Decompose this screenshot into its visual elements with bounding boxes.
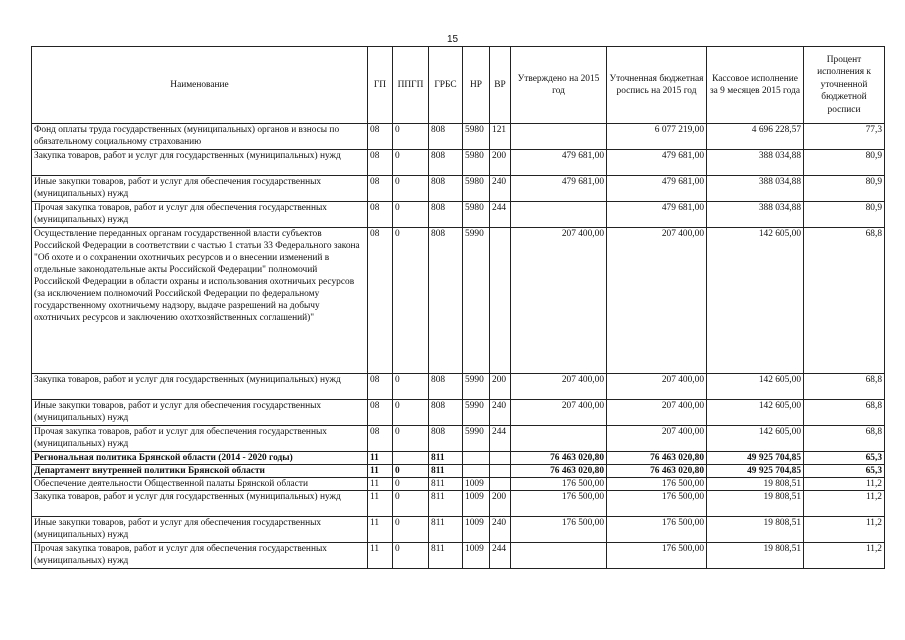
cell-ppgp: 0 xyxy=(393,202,429,228)
cell-ppgp: 0 xyxy=(393,150,429,176)
cell-refined: 176 500,00 xyxy=(607,517,707,543)
cell-vr: 200 xyxy=(490,150,511,176)
cell-vr: 240 xyxy=(490,517,511,543)
cell-cash: 388 034,88 xyxy=(707,202,804,228)
cell-approved: 76 463 020,80 xyxy=(511,465,607,478)
cell-approved xyxy=(511,543,607,569)
cell-nr xyxy=(463,465,490,478)
cell-cash: 49 925 704,85 xyxy=(707,465,804,478)
cell-ppgp: 0 xyxy=(393,543,429,569)
cell-cash: 19 808,51 xyxy=(707,517,804,543)
cell-cash: 142 605,00 xyxy=(707,400,804,426)
cell-nr: 5990 xyxy=(463,228,490,374)
cell-ppgp: 0 xyxy=(393,478,429,491)
cell-cash: 388 034,88 xyxy=(707,150,804,176)
cell-refined: 207 400,00 xyxy=(607,426,707,452)
cell-ppgp: 0 xyxy=(393,517,429,543)
cell-grbs: 808 xyxy=(429,228,463,374)
header-nr: НР xyxy=(463,47,490,124)
cell-percent: 80,9 xyxy=(804,202,885,228)
header-name: Наименование xyxy=(32,47,368,124)
cell-ppgp: 0 xyxy=(393,124,429,150)
cell-percent: 68,8 xyxy=(804,228,885,374)
cell-refined: 176 500,00 xyxy=(607,491,707,517)
cell-refined: 207 400,00 xyxy=(607,400,707,426)
cell-percent: 11,2 xyxy=(804,517,885,543)
cell-cash: 4 696 228,57 xyxy=(707,124,804,150)
cell-name: Закупка товаров, работ и услуг для государственных (муниципальных) нужд xyxy=(32,150,368,176)
cell-ppgp: 0 xyxy=(393,400,429,426)
cell-approved: 207 400,00 xyxy=(511,228,607,374)
cell-name: Прочая закупка товаров, работ и услуг для обеспечения государственных (муниципальных) нужд xyxy=(32,426,368,452)
cell-grbs: 811 xyxy=(429,452,463,465)
cell-nr: 1009 xyxy=(463,478,490,491)
cell-vr xyxy=(490,452,511,465)
cell-nr: 1009 xyxy=(463,517,490,543)
cell-cash: 142 605,00 xyxy=(707,228,804,374)
cell-grbs: 811 xyxy=(429,478,463,491)
cell-vr xyxy=(490,465,511,478)
cell-nr: 1009 xyxy=(463,491,490,517)
cell-percent: 11,2 xyxy=(804,478,885,491)
cell-cash: 142 605,00 xyxy=(707,374,804,400)
header-ppgp: ППГП xyxy=(393,47,429,124)
cell-cash: 388 034,88 xyxy=(707,176,804,202)
cell-name: Закупка товаров, работ и услуг для государственных (муниципальных) нужд xyxy=(32,374,368,400)
cell-grbs: 808 xyxy=(429,150,463,176)
cell-approved: 176 500,00 xyxy=(511,478,607,491)
cell-nr: 5980 xyxy=(463,124,490,150)
cell-percent: 77,3 xyxy=(804,124,885,150)
cell-refined: 207 400,00 xyxy=(607,228,707,374)
table-row xyxy=(32,517,885,543)
header-refined: Уточненная бюджетная роспись на 2015 год xyxy=(607,47,707,124)
cell-percent: 68,8 xyxy=(804,426,885,452)
cell-percent: 80,9 xyxy=(804,150,885,176)
header-grbs: ГРБС xyxy=(429,47,463,124)
cell-approved xyxy=(511,202,607,228)
cell-gp: 11 xyxy=(368,452,393,465)
cell-grbs: 811 xyxy=(429,491,463,517)
header-vr: ВР xyxy=(490,47,511,124)
cell-gp: 11 xyxy=(368,478,393,491)
cell-approved: 76 463 020,80 xyxy=(511,452,607,465)
table-row xyxy=(32,150,885,176)
cell-vr xyxy=(490,228,511,374)
cell-vr: 244 xyxy=(490,543,511,569)
cell-name: Закупка товаров, работ и услуг для государственных (муниципальных) нужд xyxy=(32,491,368,517)
cell-gp: 08 xyxy=(368,124,393,150)
cell-approved xyxy=(511,124,607,150)
cell-approved: 479 681,00 xyxy=(511,176,607,202)
cell-percent: 65,3 xyxy=(804,465,885,478)
cell-ppgp: 0 xyxy=(393,228,429,374)
cell-ppgp: 0 xyxy=(393,374,429,400)
cell-name: Иные закупки товаров, работ и услуг для обеспечения государственных (муниципальных) нужд xyxy=(32,517,368,543)
cell-nr: 1009 xyxy=(463,543,490,569)
cell-vr: 240 xyxy=(490,400,511,426)
header-percent: Процент исполнения к уточненной бюджетной росписи xyxy=(804,47,885,124)
header-gp: ГП xyxy=(368,47,393,124)
cell-vr: 121 xyxy=(490,124,511,150)
cell-percent: 11,2 xyxy=(804,543,885,569)
table-row xyxy=(32,543,885,569)
cell-vr: 244 xyxy=(490,426,511,452)
cell-refined: 76 463 020,80 xyxy=(607,465,707,478)
cell-grbs: 811 xyxy=(429,517,463,543)
cell-name: Департамент внутренней политики Брянской области xyxy=(32,465,368,478)
table-row xyxy=(32,202,885,228)
cell-nr: 5990 xyxy=(463,426,490,452)
cell-vr: 240 xyxy=(490,176,511,202)
cell-grbs: 808 xyxy=(429,124,463,150)
cell-refined: 176 500,00 xyxy=(607,478,707,491)
cell-approved: 176 500,00 xyxy=(511,517,607,543)
cell-grbs: 811 xyxy=(429,465,463,478)
cell-name: Прочая закупка товаров, работ и услуг для обеспечения государственных (муниципальных) нужд xyxy=(32,543,368,569)
cell-name: Прочая закупка товаров, работ и услуг для обеспечения государственных (муниципальных) нужд xyxy=(32,202,368,228)
cell-refined: 76 463 020,80 xyxy=(607,452,707,465)
cell-approved: 479 681,00 xyxy=(511,150,607,176)
cell-refined: 479 681,00 xyxy=(607,176,707,202)
cell-gp: 08 xyxy=(368,400,393,426)
cell-gp: 08 xyxy=(368,176,393,202)
cell-grbs: 808 xyxy=(429,176,463,202)
cell-gp: 08 xyxy=(368,202,393,228)
cell-vr xyxy=(490,478,511,491)
cell-vr: 244 xyxy=(490,202,511,228)
cell-nr xyxy=(463,452,490,465)
cell-grbs: 808 xyxy=(429,202,463,228)
cell-gp: 11 xyxy=(368,543,393,569)
budget-table xyxy=(31,46,885,569)
cell-name: Иные закупки товаров, работ и услуг для обеспечения государственных (муниципальных) нужд xyxy=(32,176,368,202)
table-row xyxy=(32,452,885,465)
table-row xyxy=(32,478,885,491)
cell-refined: 479 681,00 xyxy=(607,150,707,176)
cell-name: Обеспечение деятельности Общественной палаты Брянской области xyxy=(32,478,368,491)
header-approved: Утверждено на 2015 год xyxy=(511,47,607,124)
cell-cash: 19 808,51 xyxy=(707,491,804,517)
cell-refined: 207 400,00 xyxy=(607,374,707,400)
cell-grbs: 808 xyxy=(429,426,463,452)
table-row xyxy=(32,228,885,374)
cell-grbs: 808 xyxy=(429,400,463,426)
cell-gp: 08 xyxy=(368,228,393,374)
table-row xyxy=(32,176,885,202)
cell-percent: 68,8 xyxy=(804,400,885,426)
cell-ppgp: 0 xyxy=(393,426,429,452)
cell-percent: 68,8 xyxy=(804,374,885,400)
cell-refined: 6 077 219,00 xyxy=(607,124,707,150)
cell-name: Иные закупки товаров, работ и услуг для обеспечения государственных (муниципальных) нужд xyxy=(32,400,368,426)
table-row xyxy=(32,491,885,517)
cell-grbs: 811 xyxy=(429,543,463,569)
cell-refined: 479 681,00 xyxy=(607,202,707,228)
cell-cash: 19 808,51 xyxy=(707,543,804,569)
cell-refined: 176 500,00 xyxy=(607,543,707,569)
cell-percent: 65,3 xyxy=(804,452,885,465)
cell-gp: 11 xyxy=(368,491,393,517)
cell-gp: 08 xyxy=(368,374,393,400)
cell-approved: 207 400,00 xyxy=(511,374,607,400)
cell-nr: 5990 xyxy=(463,400,490,426)
header-row xyxy=(32,47,885,124)
cell-gp: 08 xyxy=(368,150,393,176)
cell-nr: 5990 xyxy=(463,374,490,400)
cell-gp: 11 xyxy=(368,517,393,543)
table-row xyxy=(32,374,885,400)
cell-percent: 11,2 xyxy=(804,491,885,517)
cell-nr: 5980 xyxy=(463,202,490,228)
cell-cash: 19 808,51 xyxy=(707,478,804,491)
cell-grbs: 808 xyxy=(429,374,463,400)
cell-vr: 200 xyxy=(490,374,511,400)
cell-cash: 49 925 704,85 xyxy=(707,452,804,465)
cell-gp: 08 xyxy=(368,426,393,452)
cell-name: Осуществление переданных органам государственной власти субъектов Российской Федерации в соответствии с частью 1 статьи 33 Федерального закона "Об охоте и о сохранении охотничьих ресурсов и о внесении изменений в отдельные законодательные акты Российской Федерации" полномочий Российской Федерации в области охраны и использования охотничьих ресурсов (за исключением полномочий Российской Федерации по федеральному государственному охотничьему надзору, выдаче разрешений на добычу охотничьих ресурсов и заключению охотхозяйственных соглашений)" xyxy=(32,228,368,374)
table-row xyxy=(32,426,885,452)
cell-ppgp: 0 xyxy=(393,176,429,202)
cell-approved xyxy=(511,426,607,452)
table-row xyxy=(32,124,885,150)
cell-percent: 80,9 xyxy=(804,176,885,202)
cell-nr: 5980 xyxy=(463,150,490,176)
cell-ppgp xyxy=(393,452,429,465)
cell-name: Фонд оплаты труда государственных (муниципальных) органов и взносы по обязательному социальному страхованию xyxy=(32,124,368,150)
cell-approved: 207 400,00 xyxy=(511,400,607,426)
cell-ppgp: 0 xyxy=(393,465,429,478)
cell-ppgp: 0 xyxy=(393,491,429,517)
page-number: 15 xyxy=(446,34,459,45)
cell-name: Региональная политика Брянской области (2014 - 2020 годы) xyxy=(32,452,368,465)
table-row xyxy=(32,400,885,426)
cell-cash: 142 605,00 xyxy=(707,426,804,452)
cell-vr: 200 xyxy=(490,491,511,517)
cell-gp: 11 xyxy=(368,465,393,478)
table-row xyxy=(32,465,885,478)
header-cash: Кассовое исполнение за 9 месяцев 2015 года xyxy=(707,47,804,124)
cell-nr: 5980 xyxy=(463,176,490,202)
cell-approved: 176 500,00 xyxy=(511,491,607,517)
